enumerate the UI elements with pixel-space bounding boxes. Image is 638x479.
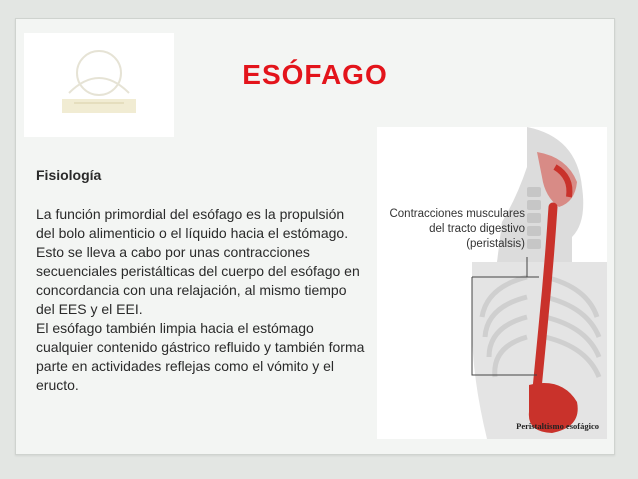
caption-line-3: (peristalsis): [466, 238, 525, 250]
anatomy-drawing-icon: [377, 127, 607, 439]
section-heading: Fisiología: [36, 167, 102, 183]
esophagus-illustration: [377, 127, 607, 439]
caption-line-1: Contracciones musculares: [389, 208, 525, 220]
slide: [15, 18, 615, 455]
body-text: [36, 205, 366, 395]
paragraph-2: El esófago también limpia hacia el estómago cualquier contenido gástrico refluido y también forma parte en actividades reflejas como el vómito y el eructo.: [36, 320, 365, 393]
figure-subcaption: Peristaltismo esofágico: [516, 421, 599, 431]
slide-title: ESÓFAGO: [242, 59, 388, 90]
caption-line-2: del tracto digestivo: [429, 223, 525, 235]
figure-caption: [377, 207, 525, 252]
paragraph-1: La función primordial del esófago es la propulsión del bolo alimenticio o el líquido hacia el estómago. Esto se lleva a cabo por unas contracciones secuenciales peristálticas del cuerpo del esófago en concordancia con una relajación, al mismo tiempo del EES y el EEI.: [36, 206, 360, 317]
